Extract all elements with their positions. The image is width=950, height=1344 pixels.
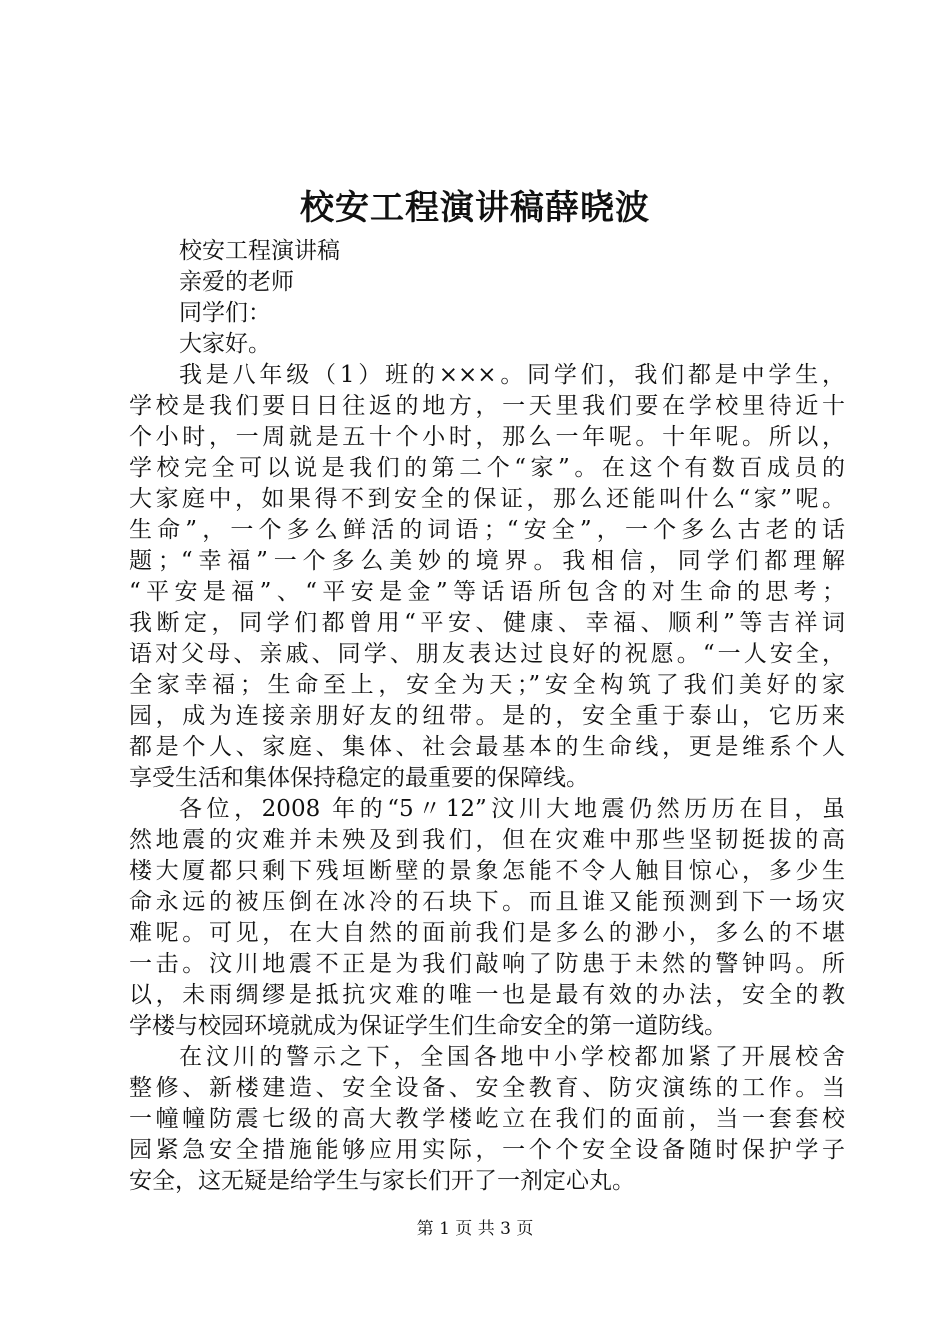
text-line: 各位，2008 年的“5〃12”汶川大地震仍然历历在目，虽 — [179, 796, 845, 822]
text-line: 命永远的被压倒在冰冷的石块下。而且谁又能预测到下一场灾 — [129, 889, 845, 915]
text-line: 以，未雨绸缪是抵抗灾难的唯一也是最有效的办法，安全的教 — [129, 982, 845, 1008]
text-line: 生命”，一个多么鲜活的词语；“安全”，一个多么古老的话 — [129, 517, 845, 543]
text-line: 享受生活和集体保持稳定的最重要的保障线。 — [129, 765, 589, 791]
text-line: 楼大厦都只剩下残垣断壁的景象怎能不令人触目惊心，多少生 — [129, 858, 845, 884]
text-line: 一击。汶川地震不正是为我们敲响了防患于未然的警钟吗。所 — [129, 951, 845, 977]
text-line: 全家幸福；生命至上，安全为天；”安全构筑了我们美好的家 — [129, 672, 845, 698]
text-line: 大家好。 — [179, 331, 271, 357]
text-line: 个小时，一周就是五十个小时，那么一年呢。十年呢。所以， — [129, 424, 845, 450]
text-line: 亲爱的老师 — [179, 269, 294, 295]
text-line: 语对父母、亲戚、同学、朋友表达过良好的祝愿。“一人安全， — [129, 641, 845, 667]
page-footer: 第 1 页 共 3 页 — [416, 1219, 534, 1239]
text-line: 一幢幢防震七级的高大教学楼屹立在我们的面前，当一套套校 — [129, 1106, 845, 1132]
text-line: 学校是我们要日日往返的地方，一天里我们要在学校里待近十 — [129, 393, 845, 419]
text-line: 校安工程演讲稿 — [179, 238, 340, 264]
text-line: 园，成为连接亲朋好友的纽带。是的，安全重于泰山，它历来 — [129, 703, 845, 729]
text-line: “平安是福”、“平安是金”等话语所包含的对生命的思考； — [129, 579, 845, 605]
text-line: 题；“幸福”一个多么美妙的境界。我相信，同学们都理解 — [129, 548, 845, 574]
text-line: 都是个人、家庭、集体、社会最基本的生命线，更是维系个人 — [129, 734, 845, 760]
text-line: 我是八年级（1）班的×××。同学们，我们都是中学生， — [179, 362, 845, 388]
text-line: 学楼与校园环境就成为保证学生们生命安全的第一道防线。 — [129, 1013, 727, 1039]
text-line: 整修、新楼建造、安全设备、安全教育、防灾演练的工作。当 — [129, 1075, 845, 1101]
text-line: 学校完全可以说是我们的第二个“家”。在这个有数百成员的 — [129, 455, 845, 481]
text-line: 安全，这无疑是给学生与家长们开了一剂定心丸。 — [129, 1168, 635, 1194]
text-line: 在汶川的警示之下，全国各地中小学校都加紧了开展校舍 — [179, 1044, 845, 1070]
text-line: 然地震的灾难并未殃及到我们，但在灾难中那些坚韧挺拔的高 — [129, 827, 845, 853]
text-line: 大家庭中，如果得不到安全的保证，那么还能叫什么“家”呢。 — [129, 486, 845, 512]
text-line: 难呢。可见，在大自然的面前我们是多么的渺小，多么的不堪 — [129, 920, 845, 946]
text-line: 同学们： — [179, 300, 271, 326]
text-line: 园紧急安全措施能够应用实际，一个个安全设备随时保护学子 — [129, 1137, 845, 1163]
document-title: 校安工程演讲稿薛晓波 — [300, 188, 650, 228]
document-body — [129, 236, 845, 1197]
text-line: 我断定，同学们都曾用“平安、健康、幸福、顺利”等吉祥词 — [129, 610, 845, 636]
